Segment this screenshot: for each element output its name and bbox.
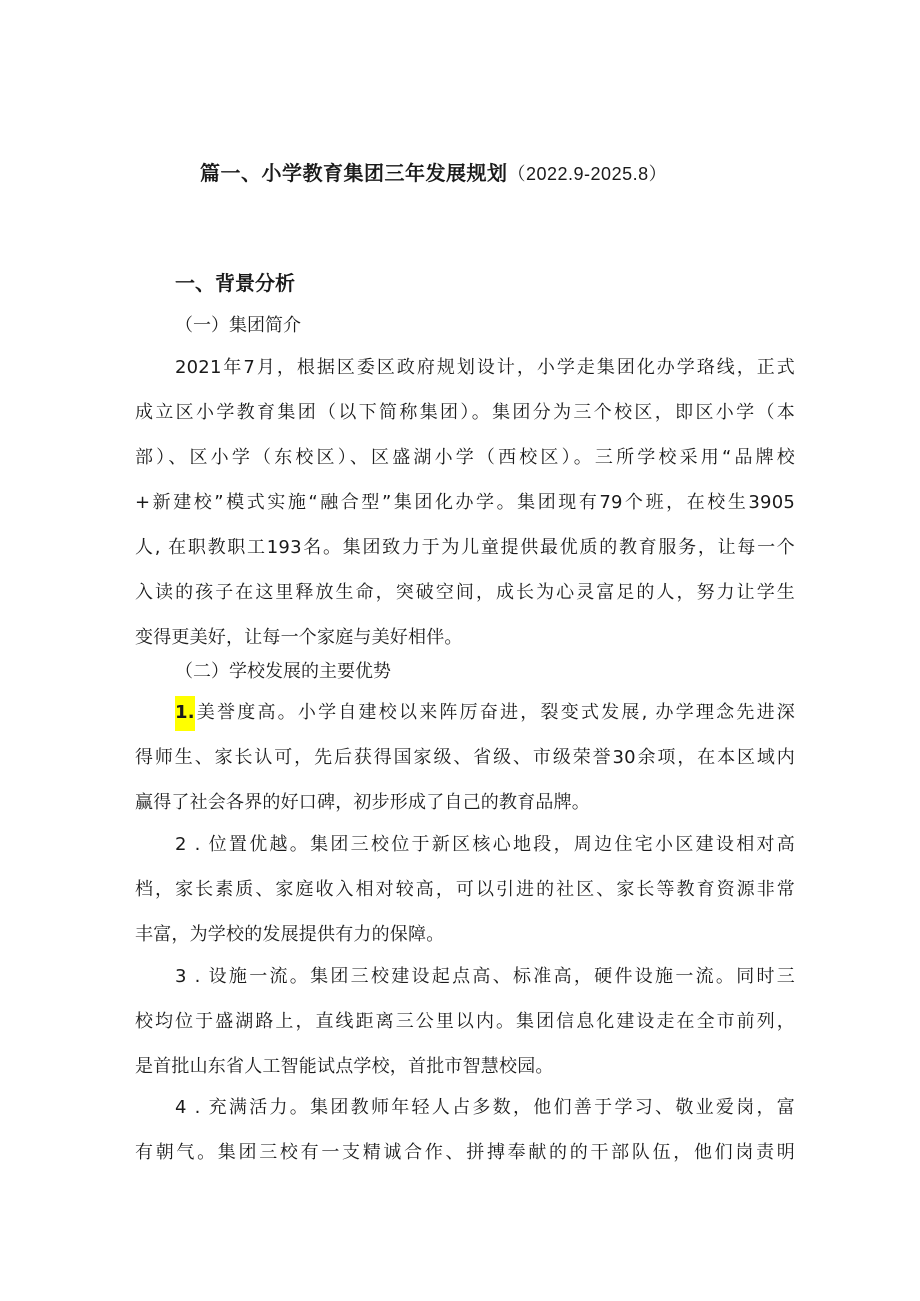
document-title [200, 157, 760, 186]
list-item-facilities [135, 954, 795, 1089]
paragraph-line: 有朝气。集团三校有一支精诚合作、拼搏奉献的的干部队伍，他们岗责明 [135, 1142, 795, 1163]
paragraph-line: 校均位于盛湖路上，直线距离三公里以内。集团信息化建设走在全市前列， [135, 1011, 795, 1032]
subsection-heading-advantages: （二）学校发展的主要优势 [175, 661, 391, 682]
paragraph-line [135, 690, 795, 735]
list-item-reputation [135, 690, 795, 825]
paragraph-line: 赢得了社会各界的好口碑，初步形成了自己的教育品牌。 [135, 792, 590, 813]
paragraph-line: 得师生、家长认可，先后获得国家级、省级、市级荣誉30余项，在本区域内 [135, 747, 795, 768]
paragraph-line: 4 . 充满活力。集团教师年轻人占多数，他们善于学习、敬业爱岗，富 [175, 1097, 795, 1118]
paragraph-line: 入读的孩子在这里释放生命，突破空间，成长为心灵富足的人，努力让学生 [135, 582, 795, 603]
highlighted-list-marker: 1. [175, 696, 195, 731]
title-year-range: （2022.9-2025.8） [507, 164, 668, 184]
section-heading-background: 一、背景分析 [175, 271, 295, 295]
paragraph-line: 人, 在职教职工193名。集团致力于为儿童提供最优质的教育服务，让每一个 [135, 537, 795, 558]
paragraph-line: 变得更美好，让每一个家庭与美好相伴。 [135, 627, 463, 648]
paragraph-line: 成立区小学教育集团（以下简称集团）。集团分为三个校区，即区小学（本 [135, 402, 795, 423]
paragraph-line: 丰富，为学校的发展提供有力的保障。 [135, 924, 445, 945]
paragraph-line-text: 美誉度高。小学自建校以来阵厉奋进，裂变式发展, 办学理念先进深 [194, 702, 795, 723]
paragraph-group-intro [135, 345, 795, 660]
title-main: 篇一、小学教育集团三年发展规划 [200, 161, 508, 185]
paragraph-line: 是首批山东省人工智能试点学校，首批市智慧校园。 [135, 1056, 554, 1077]
paragraph-line: 2021年7月，根据区委区政府规划设计，小学走集团化办学珞线，正式 [175, 357, 795, 378]
paragraph-line: 档，家长素质、家庭收入相对较高，可以引进的社区、家长等教育资源非常 [135, 879, 795, 900]
paragraph-line: 3 . 设施一流。集团三校建设起点高、标准高，硬件设施一流。同时三 [175, 966, 795, 987]
paragraph-line: +新建校”模式实施“融合型”集团化办学。集团现有79个班，在校生3905 [135, 492, 795, 513]
list-item-location [135, 822, 795, 957]
list-item-vitality [135, 1085, 795, 1175]
subsection-heading-intro: （一）集团简介 [175, 315, 301, 336]
paragraph-line: 2 . 位置优越。集团三校位于新区核心地段，周边住宅小区建设相对高 [175, 834, 795, 855]
paragraph-line: 部）、区小学（东校区）、区盛湖小学（西校区）。三所学校采用“品牌校 [135, 447, 795, 468]
